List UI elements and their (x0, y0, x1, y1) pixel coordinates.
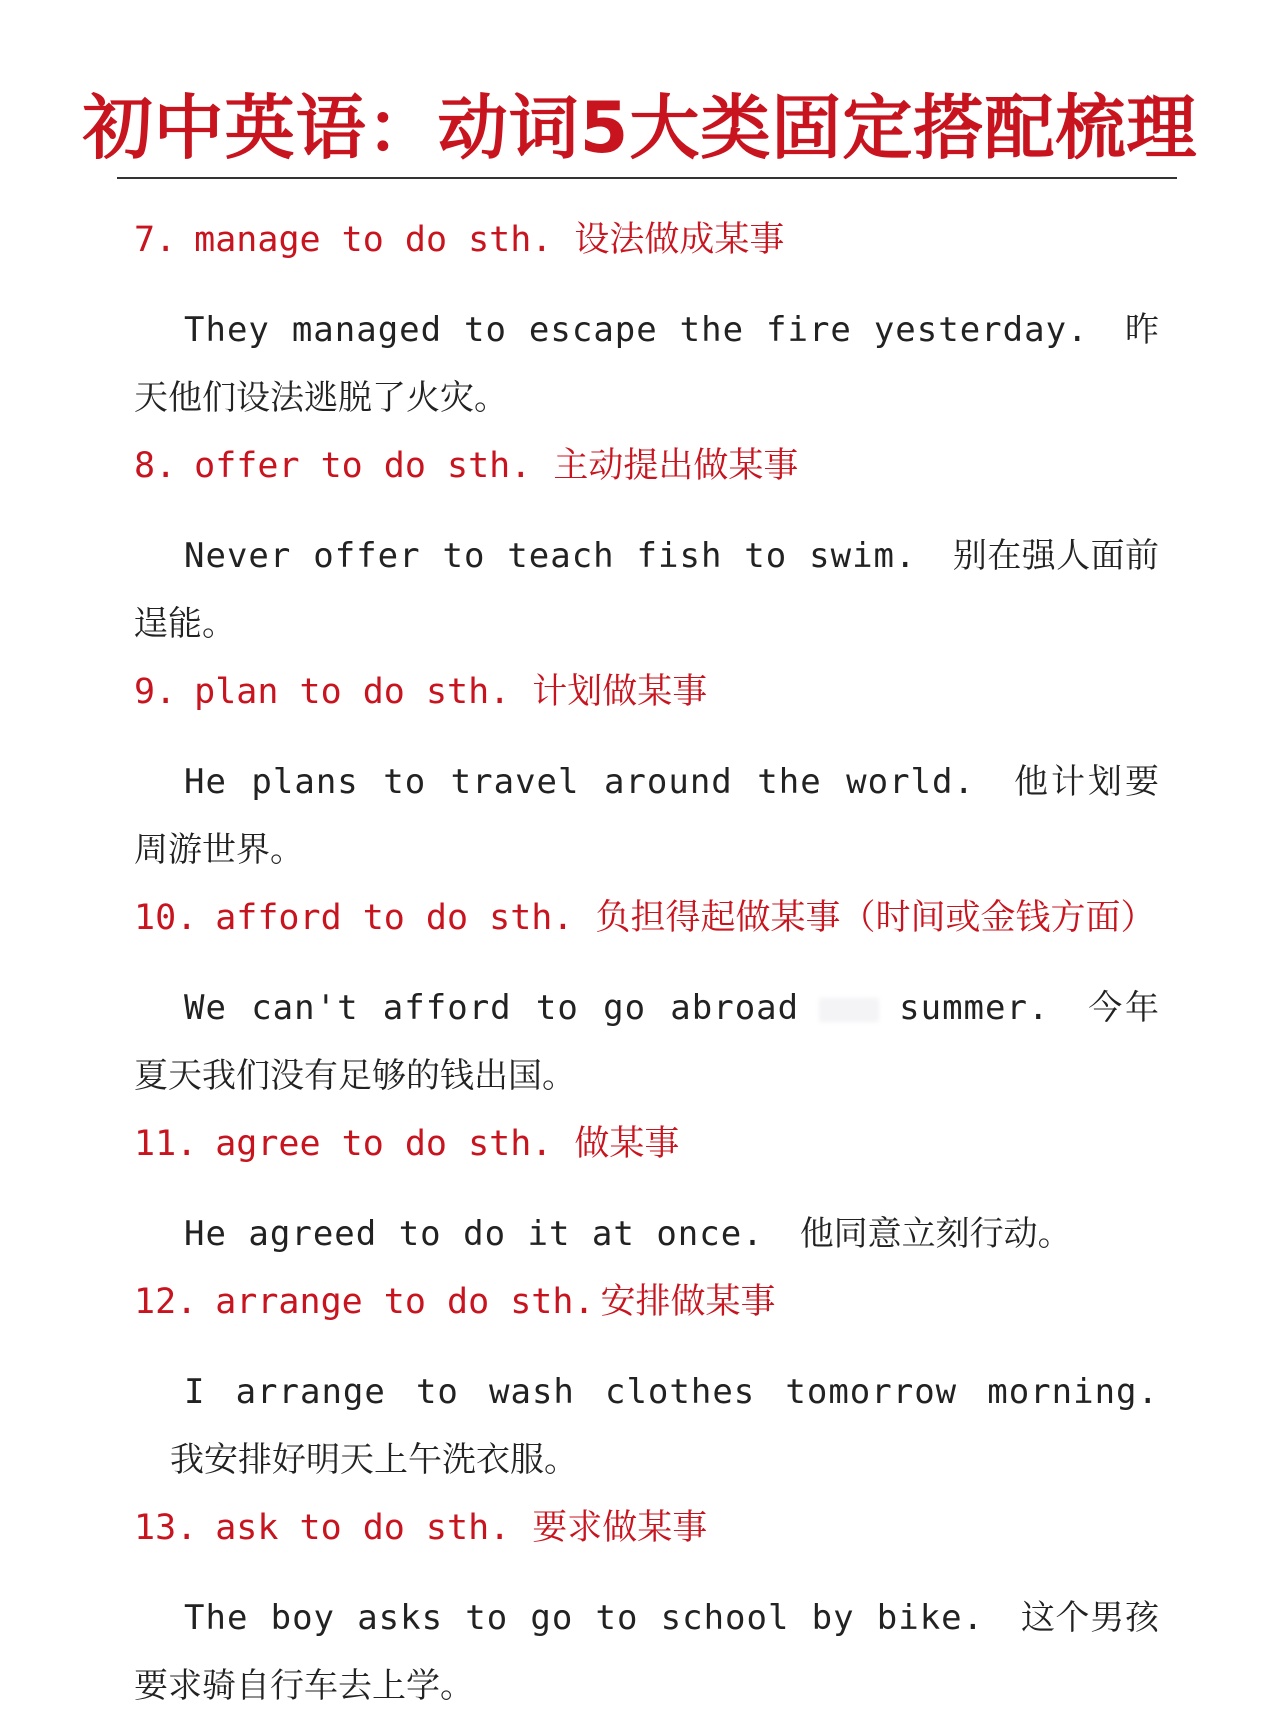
entry-example-9 (134, 748, 1159, 884)
entry-example-10 (134, 974, 1159, 1110)
entry-number: 10. (134, 898, 198, 938)
entry-meaning: 设法做成某事 (574, 220, 785, 260)
entry-number: 11. (134, 1124, 198, 1164)
entry-number: 7. (134, 220, 177, 260)
entry-number: 13. (134, 1508, 198, 1548)
entry-example-13 (134, 1584, 1159, 1720)
entry-phrase: afford to do sth. (215, 898, 574, 938)
entry-phrase: arrange to do sth. (215, 1282, 595, 1322)
entry-example-12 (134, 1358, 1159, 1494)
entry-heading-13 (134, 1506, 707, 1550)
example-chinese: 这个男孩要求骑自行车去上学。 (134, 1598, 1159, 1706)
entry-heading-11 (134, 1122, 679, 1166)
entry-meaning: 负担得起做某事（时间或金钱方面） (595, 898, 1156, 938)
entry-number: 9. (134, 672, 177, 712)
entry-meaning: 做某事 (574, 1124, 680, 1164)
entry-number: 8. (134, 446, 177, 486)
example-english: He plans to travel around the world. (184, 762, 975, 802)
entry-phrase: manage to do sth. (194, 220, 553, 260)
example-english: Never offer to teach fish to swim. (184, 536, 917, 576)
example-chinese: 今年夏天我们没有足够的钱出国。 (134, 988, 1160, 1096)
example-chinese: 我安排好明天上午洗衣服。 (170, 1440, 578, 1480)
blurred-watermark (819, 998, 879, 1022)
entry-meaning: 安排做某事 (600, 1282, 776, 1322)
entry-heading-12 (134, 1280, 776, 1324)
example-english: They managed to escape the fire yesterday. (184, 310, 1089, 350)
example-chinese: 他同意立刻行动。 (799, 1214, 1072, 1254)
example-english: We can't afford to go abroad (184, 988, 800, 1028)
entry-phrase: ask to do sth. (215, 1508, 511, 1548)
entry-example-7 (134, 296, 1159, 432)
entry-example-11 (134, 1200, 1159, 1268)
example-chinese: 别在强人面前逞能。 (134, 536, 1159, 644)
title-divider (117, 177, 1177, 179)
entry-heading-7 (134, 218, 784, 262)
example-english-end: summer. (899, 988, 1050, 1028)
entry-heading-8 (134, 444, 798, 488)
entry-phrase: agree to do sth. (215, 1124, 553, 1164)
entry-meaning: 要求做某事 (532, 1508, 708, 1548)
entry-meaning: 计划做某事 (532, 672, 708, 712)
entry-heading-10 (134, 896, 1155, 940)
entry-meaning: 主动提出做某事 (553, 446, 799, 486)
example-english: I arrange to wash clothes tomorrow morning. (184, 1372, 1159, 1412)
entry-phrase: offer to do sth. (194, 446, 532, 486)
example-english: He agreed to do it at once. (184, 1214, 764, 1254)
entry-number: 12. (134, 1282, 198, 1322)
page-title: 初中英语：动词5大类固定搭配梳理 (82, 87, 1198, 169)
entry-example-8 (134, 522, 1159, 658)
entry-heading-9 (134, 670, 707, 714)
example-chinese: 他计划要周游世界。 (134, 762, 1159, 870)
entry-phrase: plan to do sth. (194, 672, 511, 712)
example-english: The boy asks to go to school by bike. (184, 1598, 985, 1638)
example-chinese: 昨天他们设法逃脱了火灾。 (134, 310, 1159, 418)
